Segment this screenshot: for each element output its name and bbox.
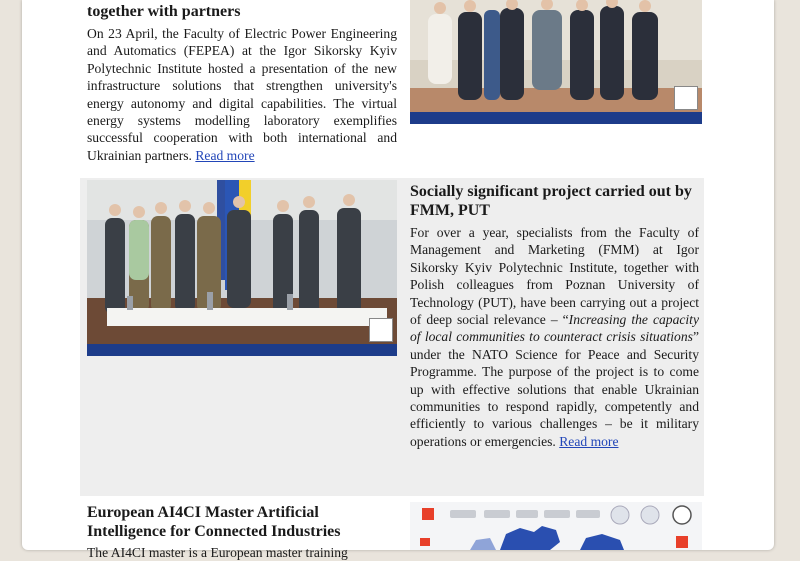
- article-2-project-name: Increasing the capacity of local communities to counteract crisis situations: [410, 312, 699, 345]
- article-2-body-end: ” under the NATO Science for Peace and Security Programme. The purpose of the project is to come up with effective solutions that enable Ukrainian communities to respond rapidly, competently and efficiently to various challenges – be it military operations or emergencies.: [410, 329, 699, 449]
- article-1-photo-caption: [410, 112, 702, 124]
- article-3-body: [87, 544, 397, 561]
- article-1-title: together with partners: [87, 3, 241, 20]
- article-2-body-start: For over a year, specialists from the Faculty of Management and Marketing (FMM) at Igor Sikorsky Kyiv Polytechnic Institute, together with Polish colleagues from Poznan University of Technology (PUT), have been carrying out a project of deep social relevance – “: [410, 225, 699, 328]
- article-3-text: [87, 503, 397, 561]
- article-1-body-text: On 23 April, the Faculty of Electric Power Engineering and Automatics (FEPEA) at the Igor Sikorsky Kyiv Polytechnic Institute hosted a presentation of the new infrastructure solutions that strengthen university's energy autonomy and digital capabilities. The virtual energy systems modelling laboratory exemplifies successful cooperation with both international and Ukrainian partners.: [87, 26, 397, 163]
- article-2-body: [410, 224, 699, 450]
- newsletter-page: [22, 0, 774, 560]
- article-1-photo: [410, 0, 702, 124]
- article-3-image: [410, 502, 702, 550]
- article-3-title: European AI4CI Master Artificial Intelligence for Connected Industries: [87, 504, 341, 540]
- article-2-title: Socially significant project carried out by FMM, PUT: [410, 183, 692, 219]
- article-2-photo: [87, 180, 397, 356]
- article-1-body: [87, 25, 397, 164]
- article-3-body-start: The AI4CI master is a European master training: [87, 545, 348, 560]
- article-1-text: [87, 2, 397, 164]
- article-2-text: [410, 182, 699, 450]
- university-logo-icon: [674, 86, 698, 110]
- partner-map-image: [410, 502, 702, 550]
- group-photo-officials: [410, 0, 702, 124]
- article-1-read-more-link[interactable]: Read more: [195, 147, 255, 163]
- group-photo-conference: [87, 180, 397, 356]
- article-2-read-more-link[interactable]: Read more: [559, 433, 619, 449]
- article-2-photo-caption: [87, 344, 397, 356]
- university-logo-icon-2: [369, 318, 393, 342]
